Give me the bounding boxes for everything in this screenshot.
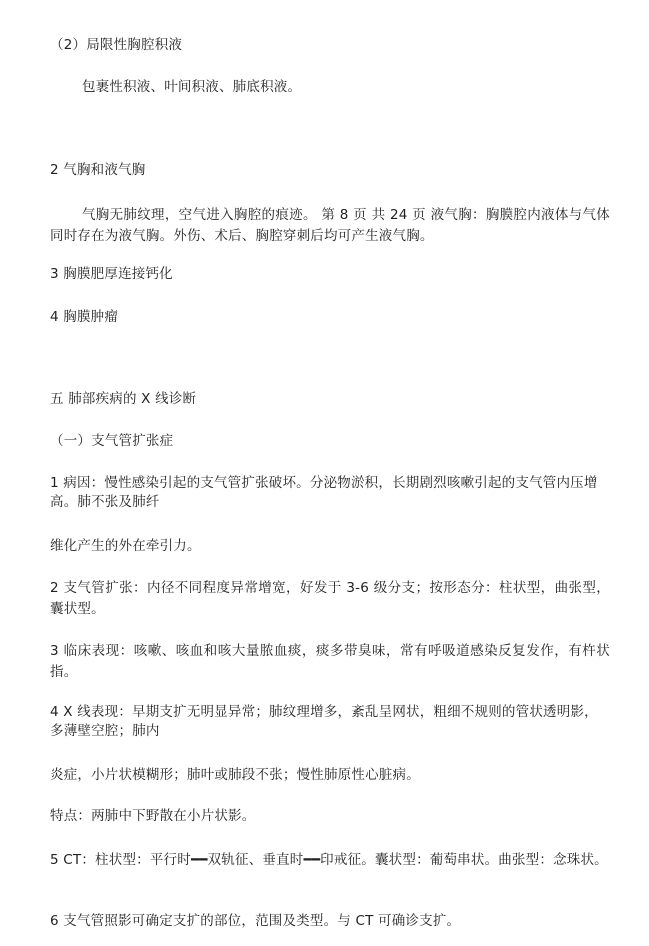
paragraph-xray-findings: 4 X 线表现：早期支扩无明显异常；肺纹理增多，紊乱呈网状，粗细不规则的管状透明影，多薄壁空腔；肺内 [50,704,598,739]
paragraph-bronchography: 6 支气管照影可确定支扩的部位，范围及类型。与 CT 可确诊支扩。 [50,913,461,929]
paragraph-ct-findings: 5 CT：柱状型：平行时━━双轨征、垂直时━━印戒征。囊状型：葡萄串状。曲张型：念珠状。 [50,852,608,868]
paragraph-etiology: 1 病因：慢性感染引起的支气管扩张破坏。分泌物淤积，长期剧烈咳嗽引起的支气管内压增高。肺不张及肺纤 [50,475,598,510]
subheading-pneumothorax: 2 气胸和液气胸 [50,162,146,178]
paragraph-pneumothorax: 气胸无肺纹理，空气进入胸腔的痕迹。 第 8 页 共 24 页 液气胸：胸膜腔内液体与气体同时存在为液气胸。外伤、术后、胸腔穿刺后均可产生液气胸。 [50,207,610,244]
paragraph-bronchiectasis-types: 2 支气管扩张：内径不同程度异常增宽，好发于 3-6 级分支；按形态分：柱状型，曲张型，囊状型。 [50,580,610,617]
subheading-bronchiectasis: （一）支气管扩张症 [50,433,174,449]
section-heading-lung-xray: 五 肺部疾病的 X 线诊断 [50,391,197,407]
paragraph-effusion-types: 包裹性积液、叶间积液、肺底积液。 [82,79,302,95]
paragraph-etiology-cont: 维化产生的外在牵引力。 [50,538,201,554]
paragraph-features: 特点：两肺中下野散在小片状影。 [50,808,256,824]
subheading-localized-effusion: （2）局限性胸腔积液 [50,37,183,53]
paragraph-xray-findings-cont: 炎症，小片状模糊形；肺叶或肺段不张；慢性肺原性心脏病。 [50,767,420,783]
subheading-pleural-thickening: 3 胸膜肥厚连接钙化 [50,266,173,282]
paragraph-clinical-features: 3 临床表现：咳嗽、咳血和咳大量脓血痰，痰多带臭味，常有呼吸道感染反复发作，有杵状指。 [50,643,610,680]
subheading-pleural-tumor: 4 胸膜肿瘤 [50,309,119,325]
